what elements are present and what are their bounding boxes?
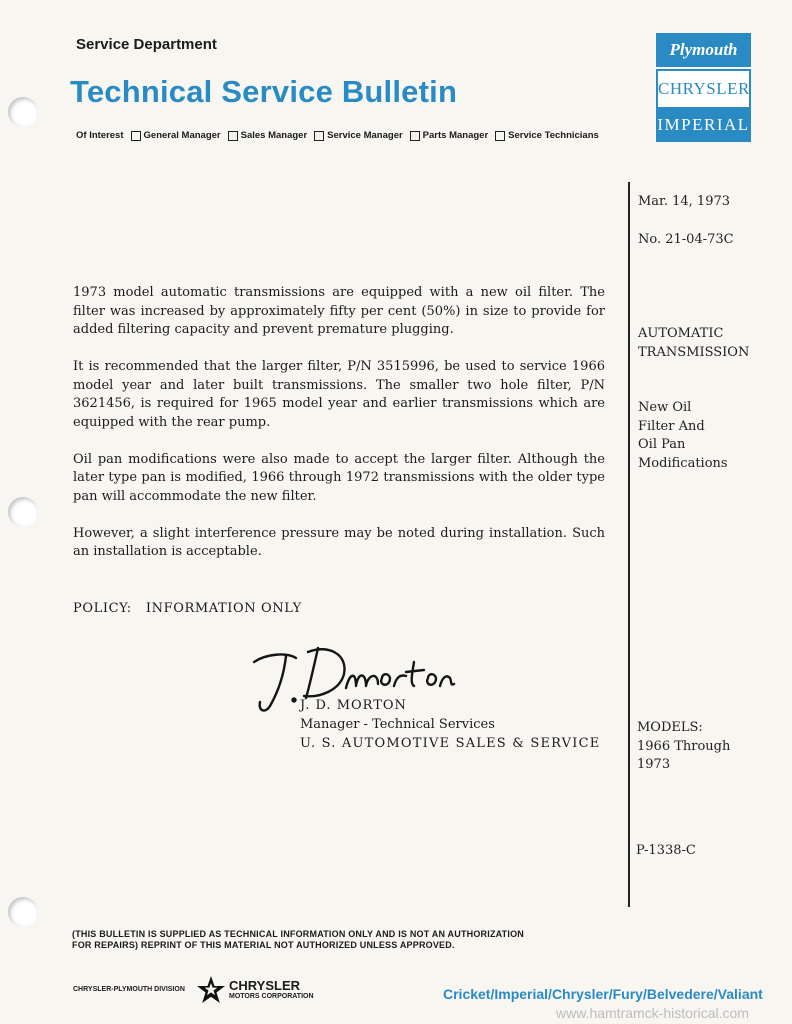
sidebar-divider xyxy=(628,182,630,907)
body-paragraph: It is recommended that the larger filter, P/N 3515996, be used to service 1966 model year and later built transmissions. The smaller two hole filter, P/N 3621456, is required for 1965 model year and earlier transmissions which are equipped with the rear pump. xyxy=(73,359,605,430)
checkbox-icon xyxy=(410,131,420,141)
interest-option-service-manager xyxy=(314,130,403,141)
models-line: MODELS: xyxy=(637,720,703,735)
checkbox-icon xyxy=(495,131,505,141)
corporation-name: CHRYSLER xyxy=(229,978,301,993)
interest-option-label: Service Technicians xyxy=(508,130,599,141)
interest-option-service-technicians xyxy=(495,130,599,141)
department-heading: Service Department xyxy=(76,36,217,53)
signer-name: J. D. MORTON xyxy=(300,698,407,713)
brand-plymouth-logo: Plymouth xyxy=(656,33,751,67)
signature-block xyxy=(300,696,600,753)
category-line: AUTOMATIC xyxy=(638,326,724,341)
checkbox-icon xyxy=(131,131,141,141)
brand-imperial-logo: IMPERIAL xyxy=(656,108,751,142)
authorization-notice xyxy=(72,929,524,951)
interest-option-parts-manager xyxy=(410,130,488,141)
notice-line: FOR REPAIRS) REPRINT OF THIS MATERIAL NOT AUTHORIZED UNLESS APPROVED. xyxy=(72,940,455,950)
interest-option-label: Parts Manager xyxy=(422,130,489,141)
checkbox-icon xyxy=(228,131,238,141)
body-paragraph: 1973 model automatic transmissions are equipped with a new oil filter. The filter was increased by approximately fifty per cent (50%) in size to provide for added filtering capacity and prevent premature plugging. xyxy=(73,285,605,337)
signer-org: U. S. AUTOMOTIVE SALES & SERVICE xyxy=(300,736,601,751)
corporation-logo xyxy=(229,980,314,1002)
bulletin-title: Technical Service Bulletin xyxy=(70,74,458,109)
bulletin-subject xyxy=(638,399,728,473)
interest-label: Of Interest xyxy=(76,130,124,141)
interest-option-label: General Manager xyxy=(143,130,221,141)
subject-line: Filter And xyxy=(638,418,705,434)
interest-option-label: Sales Manager xyxy=(240,130,308,141)
binder-hole-middle xyxy=(8,497,38,527)
models-line: 1966 Through xyxy=(637,738,731,754)
bulletin-models xyxy=(637,719,730,775)
model-lineup: Cricket/Imperial/Chrysler/Fury/Belvedere/Valiant xyxy=(443,986,763,1002)
subject-line: New Oil xyxy=(638,400,692,415)
bulletin-date: Mar. 14, 1973 xyxy=(638,194,731,209)
source-watermark: www.hamtramck-historical.com xyxy=(556,1005,749,1021)
interest-row xyxy=(76,130,606,141)
bulletin-category xyxy=(638,325,749,362)
body-paragraph: Oil pan modifications were also made to accept the larger filter. Although the later type pan is modified, 1966 through 1972 transmissions with the older type pan will accommodate the new filter. xyxy=(73,451,605,504)
interest-option-sales-manager xyxy=(228,130,308,141)
subject-line: Modifications xyxy=(638,455,728,471)
division-label: CHRYSLER-PLYMOUTH DIVISION xyxy=(73,986,185,993)
bulletin-number: No. 21-04-73C xyxy=(638,232,734,247)
body-paragraph: However, a slight interference pressure may be noted during installation. Such an installation is acceptable. xyxy=(73,525,605,559)
binder-hole-bottom xyxy=(8,897,38,927)
category-line: TRANSMISSION xyxy=(638,344,750,360)
interest-option-label: Service Manager xyxy=(327,130,403,141)
checkbox-icon xyxy=(314,131,324,141)
policy-line: POLICY: INFORMATION ONLY xyxy=(73,601,302,616)
corporation-subtitle: MOTORS CORPORATION xyxy=(229,993,314,1000)
brand-chrysler-logo: CHRYSLER xyxy=(656,69,751,109)
binder-hole-top xyxy=(8,97,38,127)
bulletin-body xyxy=(73,284,605,580)
publication-number: P-1338-C xyxy=(636,843,696,858)
pentastar-icon xyxy=(196,975,226,1005)
signer-title: Manager - Technical Services xyxy=(300,717,495,732)
models-line: 1973 xyxy=(637,757,671,772)
interest-option-general-manager xyxy=(131,130,221,141)
subject-line: Oil Pan xyxy=(638,437,686,452)
notice-line: (THIS BULLETIN IS SUPPLIED AS TECHNICAL INFORMATION ONLY AND IS NOT AN AUTHORIZATION xyxy=(72,929,524,939)
